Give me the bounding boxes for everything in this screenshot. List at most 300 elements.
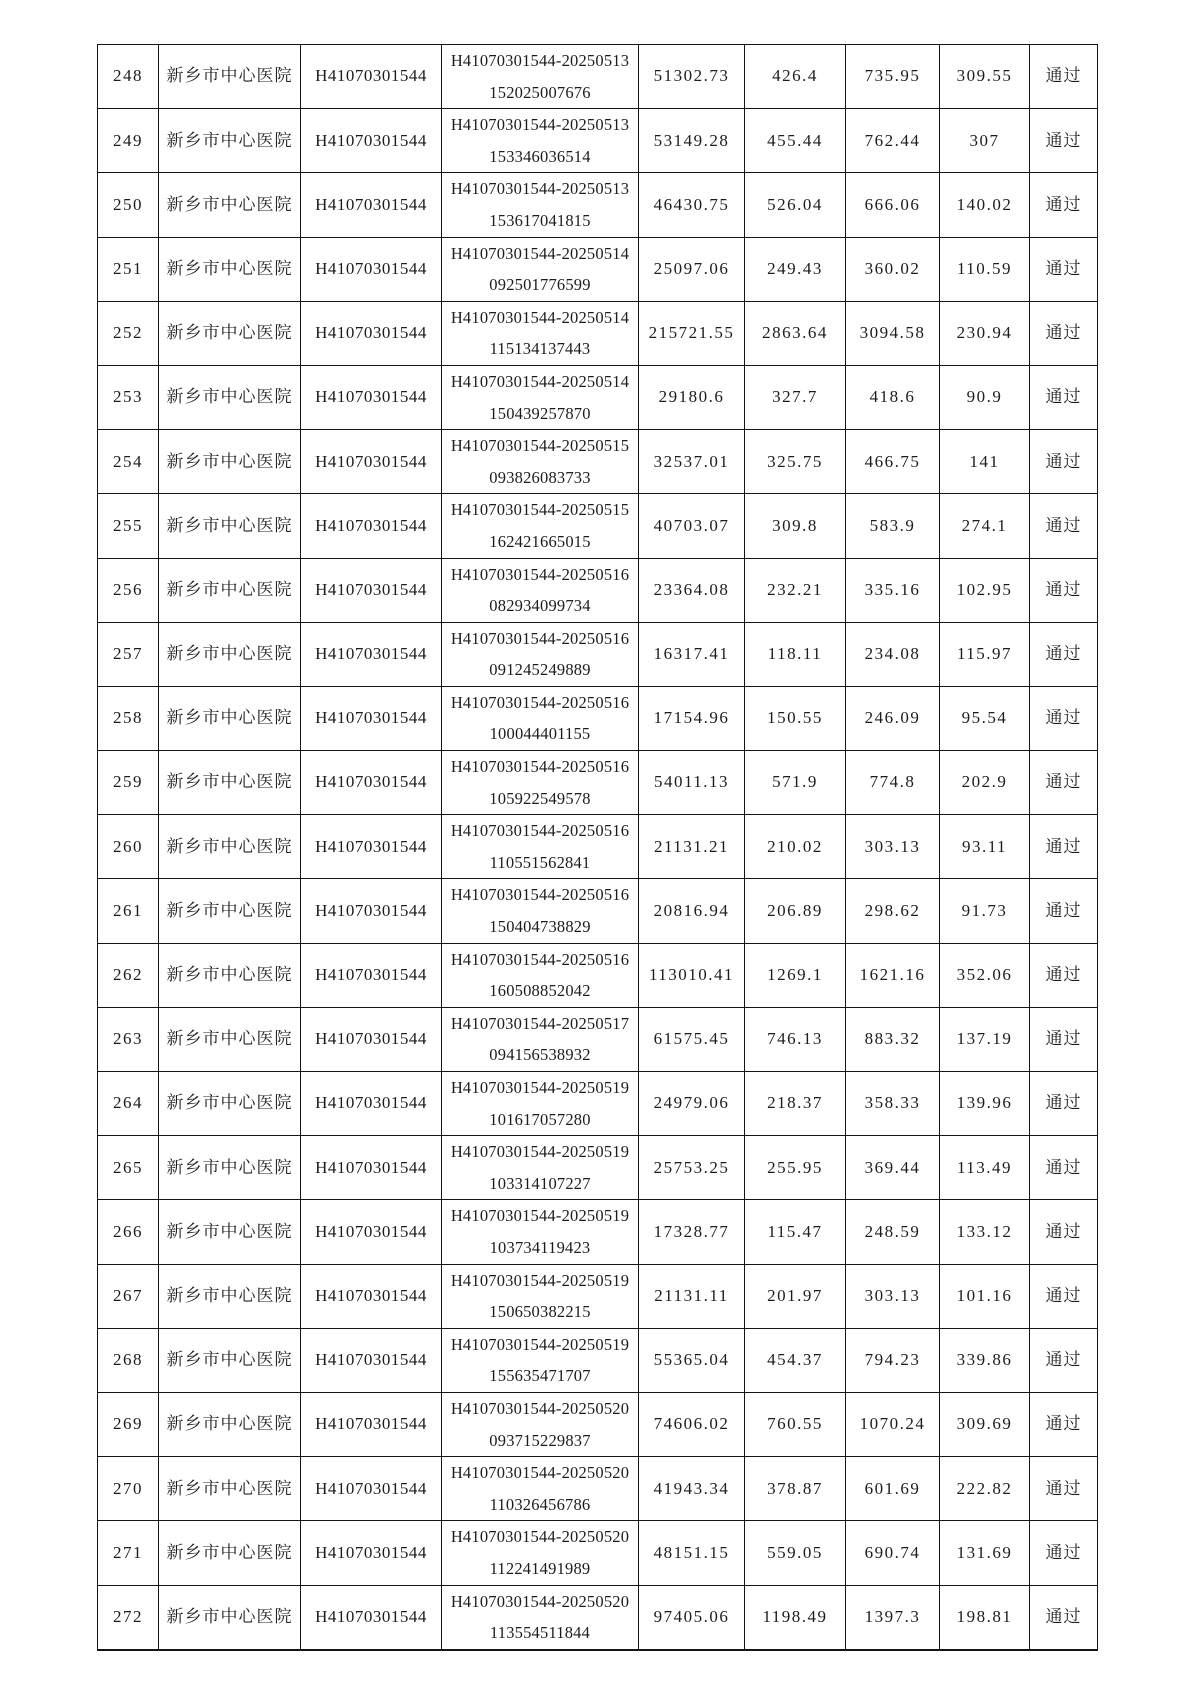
amount-4-cell: 93.11 xyxy=(940,815,1030,879)
amount-4-cell: 352.06 xyxy=(940,943,1030,1007)
table-row xyxy=(98,109,1098,173)
amount-4-cell: 91.73 xyxy=(940,879,1030,943)
row-number-cell: 263 xyxy=(98,1007,159,1071)
settlement-records-table xyxy=(97,44,1098,1651)
hospital-code-cell: H41070301544 xyxy=(301,45,442,109)
amount-3-cell: 735.95 xyxy=(846,45,940,109)
amount-4-cell: 307 xyxy=(940,109,1030,173)
amount-1-cell: 54011.13 xyxy=(639,751,745,815)
amount-1-cell: 23364.08 xyxy=(639,558,745,622)
settlement-id-line2: 115134137443 xyxy=(489,339,591,359)
settlement-id-line1: H41070301544-20250516 xyxy=(450,949,630,969)
row-number-cell: 251 xyxy=(98,237,159,301)
settlement-id-line2: 092501776599 xyxy=(489,275,591,295)
settlement-id-cell xyxy=(442,622,639,686)
hospital-code-cell: H41070301544 xyxy=(301,173,442,237)
hospital-code-cell: H41070301544 xyxy=(301,1200,442,1264)
amount-2-cell: 455.44 xyxy=(745,109,846,173)
amount-2-cell: 571.9 xyxy=(745,751,846,815)
hospital-name-cell: 新乡市中心医院 xyxy=(159,173,301,237)
amount-3-cell: 303.13 xyxy=(846,815,940,879)
amount-1-cell: 97405.06 xyxy=(639,1585,745,1650)
table-row xyxy=(98,1328,1098,1392)
settlement-id-line2: 110551562841 xyxy=(489,852,591,872)
amount-1-cell: 40703.07 xyxy=(639,494,745,558)
status-cell: 通过 xyxy=(1030,1072,1098,1136)
row-number-cell: 272 xyxy=(98,1585,159,1650)
status-cell: 通过 xyxy=(1030,365,1098,429)
amount-2-cell: 526.04 xyxy=(745,173,846,237)
settlement-id-line1: H41070301544-20250513 xyxy=(450,179,630,199)
amount-2-cell: 327.7 xyxy=(745,365,846,429)
amount-1-cell: 48151.15 xyxy=(639,1521,745,1585)
hospital-code-cell: H41070301544 xyxy=(301,1007,442,1071)
settlement-id-line2: 150650382215 xyxy=(489,1302,591,1322)
settlement-id-line1: H41070301544-20250516 xyxy=(450,821,630,841)
settlement-id-cell xyxy=(442,1521,639,1585)
table-row xyxy=(98,622,1098,686)
settlement-id-line1: H41070301544-20250514 xyxy=(450,307,630,327)
amount-1-cell: 61575.45 xyxy=(639,1007,745,1071)
amount-1-cell: 53149.28 xyxy=(639,109,745,173)
amount-2-cell: 118.11 xyxy=(745,622,846,686)
hospital-code-cell: H41070301544 xyxy=(301,751,442,815)
table-row xyxy=(98,365,1098,429)
settlement-id-line1: H41070301544-20250520 xyxy=(450,1463,630,1483)
settlement-id-line1: H41070301544-20250516 xyxy=(450,628,630,648)
settlement-id-line2: 082934099734 xyxy=(489,596,591,616)
settlement-id-line1: H41070301544-20250519 xyxy=(450,1334,630,1354)
status-cell: 通过 xyxy=(1030,1200,1098,1264)
amount-3-cell: 762.44 xyxy=(846,109,940,173)
amount-4-cell: 139.96 xyxy=(940,1072,1030,1136)
amount-3-cell: 335.16 xyxy=(846,558,940,622)
amount-1-cell: 24979.06 xyxy=(639,1072,745,1136)
amount-4-cell: 133.12 xyxy=(940,1200,1030,1264)
hospital-name-cell: 新乡市中心医院 xyxy=(159,237,301,301)
amount-4-cell: 230.94 xyxy=(940,301,1030,365)
table-row xyxy=(98,1521,1098,1585)
row-number-cell: 265 xyxy=(98,1136,159,1200)
hospital-code-cell: H41070301544 xyxy=(301,1521,442,1585)
table-row xyxy=(98,1136,1098,1200)
hospital-code-cell: H41070301544 xyxy=(301,430,442,494)
settlement-id-cell xyxy=(442,1328,639,1392)
amount-2-cell: 309.8 xyxy=(745,494,846,558)
settlement-id-line2: 093826083733 xyxy=(489,467,591,487)
table-row xyxy=(98,1392,1098,1456)
settlement-id-cell xyxy=(442,1457,639,1521)
row-number-cell: 254 xyxy=(98,430,159,494)
row-number-cell: 250 xyxy=(98,173,159,237)
settlement-id-line1: H41070301544-20250519 xyxy=(450,1078,630,1097)
amount-4-cell: 339.86 xyxy=(940,1328,1030,1392)
amount-3-cell: 369.44 xyxy=(846,1136,940,1200)
settlement-id-cell xyxy=(442,301,639,365)
status-cell: 通过 xyxy=(1030,1585,1098,1650)
hospital-name-cell: 新乡市中心医院 xyxy=(159,1521,301,1585)
row-number-cell: 257 xyxy=(98,622,159,686)
settlement-id-line1: H41070301544-20250516 xyxy=(450,564,630,584)
settlement-id-cell xyxy=(442,1200,639,1264)
settlement-id-cell xyxy=(442,1136,639,1200)
settlement-id-line1: H41070301544-20250519 xyxy=(450,1270,630,1290)
settlement-id-cell xyxy=(442,1007,639,1071)
row-number-cell: 260 xyxy=(98,815,159,879)
row-number-cell: 252 xyxy=(98,301,159,365)
amount-1-cell: 74606.02 xyxy=(639,1392,745,1456)
row-number-cell: 271 xyxy=(98,1521,159,1585)
settlement-id-cell xyxy=(442,815,639,879)
settlement-id-cell xyxy=(442,494,639,558)
row-number-cell: 258 xyxy=(98,686,159,750)
amount-3-cell: 690.74 xyxy=(846,1521,940,1585)
hospital-code-cell: H41070301544 xyxy=(301,1072,442,1136)
amount-1-cell: 215721.55 xyxy=(639,301,745,365)
amount-4-cell: 131.69 xyxy=(940,1521,1030,1585)
settlement-id-line2: 100044401155 xyxy=(489,724,591,744)
amount-3-cell: 794.23 xyxy=(846,1328,940,1392)
amount-4-cell: 202.9 xyxy=(940,751,1030,815)
settlement-id-line2: 103314107227 xyxy=(489,1173,591,1193)
settlement-id-line1: H41070301544-20250516 xyxy=(450,885,630,905)
settlement-id-cell xyxy=(442,1072,639,1136)
row-number-cell: 249 xyxy=(98,109,159,173)
hospital-code-cell: H41070301544 xyxy=(301,943,442,1007)
settlement-id-line1: H41070301544-20250515 xyxy=(450,500,630,520)
amount-1-cell: 55365.04 xyxy=(639,1328,745,1392)
amount-1-cell: 21131.11 xyxy=(639,1264,745,1328)
settlement-id-cell xyxy=(442,430,639,494)
hospital-code-cell: H41070301544 xyxy=(301,109,442,173)
row-number-cell: 255 xyxy=(98,494,159,558)
status-cell: 通过 xyxy=(1030,430,1098,494)
hospital-code-cell: H41070301544 xyxy=(301,301,442,365)
amount-2-cell: 206.89 xyxy=(745,879,846,943)
row-number-cell: 248 xyxy=(98,45,159,109)
hospital-name-cell: 新乡市中心医院 xyxy=(159,879,301,943)
row-number-cell: 264 xyxy=(98,1072,159,1136)
amount-2-cell: 559.05 xyxy=(745,1521,846,1585)
hospital-name-cell: 新乡市中心医院 xyxy=(159,622,301,686)
amount-4-cell: 140.02 xyxy=(940,173,1030,237)
amount-3-cell: 1070.24 xyxy=(846,1392,940,1456)
settlement-id-line2: 101617057280 xyxy=(489,1109,591,1129)
status-cell: 通过 xyxy=(1030,1392,1098,1456)
amount-3-cell: 1397.3 xyxy=(846,1585,940,1650)
amount-1-cell: 46430.75 xyxy=(639,173,745,237)
table-row xyxy=(98,815,1098,879)
status-cell: 通过 xyxy=(1030,1521,1098,1585)
settlement-id-cell xyxy=(442,365,639,429)
amount-2-cell: 2863.64 xyxy=(745,301,846,365)
amount-2-cell: 746.13 xyxy=(745,1007,846,1071)
settlement-id-line1: H41070301544-20250514 xyxy=(450,371,630,391)
settlement-id-line1: H41070301544-20250513 xyxy=(450,115,630,135)
amount-3-cell: 601.69 xyxy=(846,1457,940,1521)
status-cell: 通过 xyxy=(1030,751,1098,815)
status-cell: 通过 xyxy=(1030,109,1098,173)
amount-1-cell: 51302.73 xyxy=(639,45,745,109)
settlement-id-line2: 153346036514 xyxy=(489,146,591,166)
amount-2-cell: 255.95 xyxy=(745,1136,846,1200)
table-row xyxy=(98,943,1098,1007)
amount-1-cell: 16317.41 xyxy=(639,622,745,686)
amount-4-cell: 141 xyxy=(940,430,1030,494)
hospital-name-cell: 新乡市中心医院 xyxy=(159,751,301,815)
settlement-id-line2: 150404738829 xyxy=(489,917,591,937)
hospital-name-cell: 新乡市中心医院 xyxy=(159,1007,301,1071)
hospital-name-cell: 新乡市中心医院 xyxy=(159,430,301,494)
amount-3-cell: 466.75 xyxy=(846,430,940,494)
amount-4-cell: 309.55 xyxy=(940,45,1030,109)
settlement-id-line1: H41070301544-20250515 xyxy=(450,436,630,456)
status-cell: 通过 xyxy=(1030,558,1098,622)
amount-1-cell: 113010.41 xyxy=(639,943,745,1007)
amount-3-cell: 883.32 xyxy=(846,1007,940,1071)
settlement-id-cell xyxy=(442,45,639,109)
table-row xyxy=(98,301,1098,365)
amount-2-cell: 201.97 xyxy=(745,1264,846,1328)
hospital-code-cell: H41070301544 xyxy=(301,365,442,429)
amount-1-cell: 41943.34 xyxy=(639,1457,745,1521)
amount-2-cell: 325.75 xyxy=(745,430,846,494)
amount-3-cell: 3094.58 xyxy=(846,301,940,365)
hospital-name-cell: 新乡市中心医院 xyxy=(159,1457,301,1521)
hospital-name-cell: 新乡市中心医院 xyxy=(159,686,301,750)
amount-2-cell: 760.55 xyxy=(745,1392,846,1456)
settlement-id-cell xyxy=(442,1585,639,1650)
table-row xyxy=(98,558,1098,622)
status-cell: 通过 xyxy=(1030,879,1098,943)
amount-4-cell: 113.49 xyxy=(940,1136,1030,1200)
table-row xyxy=(98,751,1098,815)
table-row xyxy=(98,1457,1098,1521)
settlement-id-line2: 110326456786 xyxy=(489,1494,591,1514)
settlement-id-line2: 152025007676 xyxy=(489,82,591,102)
settlement-id-cell xyxy=(442,943,639,1007)
amount-1-cell: 17328.77 xyxy=(639,1200,745,1264)
row-number-cell: 253 xyxy=(98,365,159,429)
status-cell: 通过 xyxy=(1030,1457,1098,1521)
amount-2-cell: 150.55 xyxy=(745,686,846,750)
hospital-code-cell: H41070301544 xyxy=(301,558,442,622)
settlement-id-line2: 112241491989 xyxy=(489,1558,591,1578)
hospital-name-cell: 新乡市中心医院 xyxy=(159,1585,301,1650)
settlement-id-line2: 155635471707 xyxy=(489,1366,591,1386)
amount-1-cell: 21131.21 xyxy=(639,815,745,879)
settlement-id-line1: H41070301544-20250519 xyxy=(450,1142,630,1162)
settlement-id-line1: H41070301544-20250519 xyxy=(450,1206,630,1226)
amount-1-cell: 25097.06 xyxy=(639,237,745,301)
settlement-id-line1: H41070301544-20250516 xyxy=(450,757,630,777)
amount-3-cell: 298.62 xyxy=(846,879,940,943)
settlement-id-cell xyxy=(442,686,639,750)
status-cell: 通过 xyxy=(1030,1136,1098,1200)
amount-1-cell: 17154.96 xyxy=(639,686,745,750)
settlement-id-line2: 091245249889 xyxy=(489,660,591,680)
table-row xyxy=(98,173,1098,237)
amount-2-cell: 210.02 xyxy=(745,815,846,879)
table-row xyxy=(98,237,1098,301)
amount-2-cell: 249.43 xyxy=(745,237,846,301)
amount-2-cell: 115.47 xyxy=(745,1200,846,1264)
hospital-code-cell: H41070301544 xyxy=(301,815,442,879)
table-row xyxy=(98,686,1098,750)
amount-2-cell: 232.21 xyxy=(745,558,846,622)
settlement-id-cell xyxy=(442,109,639,173)
settlement-id-cell xyxy=(442,1264,639,1328)
settlement-id-line1: H41070301544-20250513 xyxy=(450,51,630,70)
hospital-name-cell: 新乡市中心医院 xyxy=(159,1392,301,1456)
hospital-code-cell: H41070301544 xyxy=(301,1392,442,1456)
status-cell: 通过 xyxy=(1030,686,1098,750)
amount-3-cell: 246.09 xyxy=(846,686,940,750)
amount-4-cell: 309.69 xyxy=(940,1392,1030,1456)
status-cell: 通过 xyxy=(1030,1328,1098,1392)
amount-2-cell: 454.37 xyxy=(745,1328,846,1392)
table-row xyxy=(98,1200,1098,1264)
hospital-code-cell: H41070301544 xyxy=(301,494,442,558)
amount-3-cell: 1621.16 xyxy=(846,943,940,1007)
table-row xyxy=(98,1264,1098,1328)
status-cell: 通过 xyxy=(1030,494,1098,558)
row-number-cell: 269 xyxy=(98,1392,159,1456)
amount-4-cell: 137.19 xyxy=(940,1007,1030,1071)
hospital-name-cell: 新乡市中心医院 xyxy=(159,301,301,365)
settlement-id-cell xyxy=(442,879,639,943)
hospital-code-cell: H41070301544 xyxy=(301,1585,442,1650)
table-row xyxy=(98,45,1098,109)
amount-3-cell: 666.06 xyxy=(846,173,940,237)
status-cell: 通过 xyxy=(1030,1264,1098,1328)
status-cell: 通过 xyxy=(1030,237,1098,301)
settlement-id-cell xyxy=(442,173,639,237)
row-number-cell: 267 xyxy=(98,1264,159,1328)
hospital-name-cell: 新乡市中心医院 xyxy=(159,1264,301,1328)
table-body xyxy=(98,45,1098,1650)
amount-3-cell: 234.08 xyxy=(846,622,940,686)
settlement-id-line1: H41070301544-20250514 xyxy=(450,243,630,263)
hospital-name-cell: 新乡市中心医院 xyxy=(159,494,301,558)
row-number-cell: 256 xyxy=(98,558,159,622)
hospital-name-cell: 新乡市中心医院 xyxy=(159,558,301,622)
status-cell: 通过 xyxy=(1030,815,1098,879)
settlement-id-line2: 160508852042 xyxy=(489,981,591,1001)
row-number-cell: 259 xyxy=(98,751,159,815)
status-cell: 通过 xyxy=(1030,1007,1098,1071)
hospital-name-cell: 新乡市中心医院 xyxy=(159,1136,301,1200)
settlement-id-line2: 105922549578 xyxy=(489,788,591,808)
amount-4-cell: 95.54 xyxy=(940,686,1030,750)
status-cell: 通过 xyxy=(1030,173,1098,237)
table-row xyxy=(98,1007,1098,1071)
amount-1-cell: 25753.25 xyxy=(639,1136,745,1200)
amount-4-cell: 102.95 xyxy=(940,558,1030,622)
amount-4-cell: 222.82 xyxy=(940,1457,1030,1521)
table-row xyxy=(98,879,1098,943)
amount-2-cell: 426.4 xyxy=(745,45,846,109)
settlement-id-line2: 113554511844 xyxy=(489,1623,591,1643)
hospital-code-cell: H41070301544 xyxy=(301,1264,442,1328)
settlement-id-line2: 162421665015 xyxy=(489,531,591,551)
table-row xyxy=(98,430,1098,494)
amount-3-cell: 358.33 xyxy=(846,1072,940,1136)
amount-2-cell: 378.87 xyxy=(745,1457,846,1521)
hospital-name-cell: 新乡市中心医院 xyxy=(159,1200,301,1264)
amount-1-cell: 20816.94 xyxy=(639,879,745,943)
settlement-id-line1: H41070301544-20250520 xyxy=(450,1527,630,1547)
settlement-id-line1: H41070301544-20250520 xyxy=(450,1591,630,1611)
amount-2-cell: 1198.49 xyxy=(745,1585,846,1650)
row-number-cell: 261 xyxy=(98,879,159,943)
hospital-code-cell: H41070301544 xyxy=(301,1457,442,1521)
amount-3-cell: 360.02 xyxy=(846,237,940,301)
amount-3-cell: 774.8 xyxy=(846,751,940,815)
row-number-cell: 268 xyxy=(98,1328,159,1392)
hospital-code-cell: H41070301544 xyxy=(301,622,442,686)
table-row xyxy=(98,494,1098,558)
settlement-id-line2: 093715229837 xyxy=(489,1430,591,1450)
hospital-name-cell: 新乡市中心医院 xyxy=(159,1072,301,1136)
amount-2-cell: 218.37 xyxy=(745,1072,846,1136)
amount-4-cell: 101.16 xyxy=(940,1264,1030,1328)
settlement-id-cell xyxy=(442,558,639,622)
amount-4-cell: 274.1 xyxy=(940,494,1030,558)
hospital-code-cell: H41070301544 xyxy=(301,879,442,943)
settlement-id-cell xyxy=(442,1392,639,1456)
table-row xyxy=(98,1585,1098,1650)
row-number-cell: 266 xyxy=(98,1200,159,1264)
hospital-name-cell: 新乡市中心医院 xyxy=(159,45,301,109)
amount-3-cell: 418.6 xyxy=(846,365,940,429)
settlement-id-line1: H41070301544-20250516 xyxy=(450,692,630,712)
settlement-id-line2: 094156538932 xyxy=(489,1045,591,1065)
hospital-code-cell: H41070301544 xyxy=(301,237,442,301)
table-row xyxy=(98,1072,1098,1136)
hospital-name-cell: 新乡市中心医院 xyxy=(159,1328,301,1392)
status-cell: 通过 xyxy=(1030,622,1098,686)
hospital-name-cell: 新乡市中心医院 xyxy=(159,109,301,173)
amount-1-cell: 29180.6 xyxy=(639,365,745,429)
settlement-id-cell xyxy=(442,751,639,815)
amount-4-cell: 115.97 xyxy=(940,622,1030,686)
row-number-cell: 262 xyxy=(98,943,159,1007)
hospital-code-cell: H41070301544 xyxy=(301,1328,442,1392)
status-cell: 通过 xyxy=(1030,45,1098,109)
hospital-name-cell: 新乡市中心医院 xyxy=(159,815,301,879)
amount-2-cell: 1269.1 xyxy=(745,943,846,1007)
settlement-id-line2: 153617041815 xyxy=(489,210,591,230)
settlement-id-line1: H41070301544-20250520 xyxy=(450,1398,630,1418)
settlement-id-line1: H41070301544-20250517 xyxy=(450,1013,630,1033)
status-cell: 通过 xyxy=(1030,301,1098,365)
hospital-code-cell: H41070301544 xyxy=(301,686,442,750)
hospital-code-cell: H41070301544 xyxy=(301,1136,442,1200)
amount-3-cell: 248.59 xyxy=(846,1200,940,1264)
amount-4-cell: 110.59 xyxy=(940,237,1030,301)
hospital-name-cell: 新乡市中心医院 xyxy=(159,365,301,429)
amount-3-cell: 303.13 xyxy=(846,1264,940,1328)
amount-3-cell: 583.9 xyxy=(846,494,940,558)
settlement-id-line2: 103734119423 xyxy=(489,1237,591,1257)
amount-4-cell: 198.81 xyxy=(940,1585,1030,1650)
settlement-id-cell xyxy=(442,237,639,301)
row-number-cell: 270 xyxy=(98,1457,159,1521)
amount-4-cell: 90.9 xyxy=(940,365,1030,429)
amount-1-cell: 32537.01 xyxy=(639,430,745,494)
status-cell: 通过 xyxy=(1030,943,1098,1007)
